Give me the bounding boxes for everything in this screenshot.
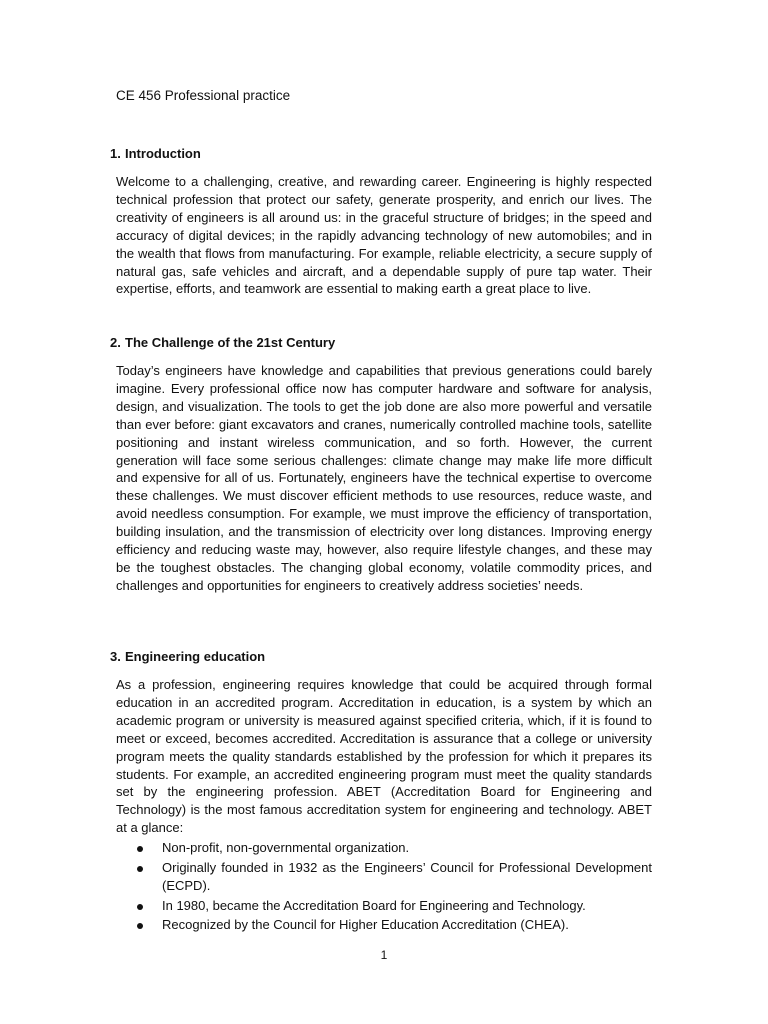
list-item-text: Recognized by the Council for Higher Education Accreditation (CHEA). — [162, 917, 569, 933]
section-paragraph: Welcome to a challenging, creative, and rewarding career. Engineering is highly respected technical profession that protect our safety, generate prosperity, and enrich our lives. The creativity of engineers is all around us: in the graceful structure of bridges; in the speed and accuracy of digital devices; in the rapidly advancing technology of new automobiles; and in the wealth that flows from manufacturing. For example, reliable electricity, a secure supply of natural gas, safe vehicles and aircraft, and a dependable supply of pure tap water. Their expertise, efforts, and teamwork are essential to making earth a great place to live. — [116, 174, 652, 297]
list-item-text: Non-profit, non-governmental organization. — [162, 840, 410, 856]
section-heading — [110, 145, 652, 163]
section-challenge — [110, 334, 652, 595]
section-paragraph: As a profession, engineering requires knowledge that could be acquired through formal education in an accredited program. Accreditation in education, is a system by which an academic program or university is measured against specified criteria, which, if it is found to meet or exceed, becomes accredited. Accreditation is assurance that a college or university program meets the quality standards established by the profession for which it prepares its students. For example, an accredited engineering program must meet the quality standards set by the engineering profession. ABET (Accreditation Board for Engineering and Technology) is the most famous accreditation system for engineering and technology. ABET at a glance: — [116, 677, 652, 836]
section-number: 1. — [110, 146, 121, 161]
list-item — [134, 859, 652, 896]
bullet-icon — [137, 866, 143, 872]
section-heading — [110, 648, 652, 666]
section-number: 3. — [110, 649, 121, 664]
section-number: 2. — [110, 335, 121, 350]
bullet-icon — [137, 904, 143, 910]
section-title: Introduction — [125, 146, 201, 161]
section-introduction — [110, 145, 652, 298]
page-number: 1 — [380, 948, 388, 962]
section-title: Engineering education — [125, 649, 266, 664]
list-item-text: In 1980, became the Accreditation Board for Engineering and Technology. — [162, 897, 586, 913]
course-title: CE 456 Professional practice — [116, 88, 291, 103]
list-item — [134, 916, 652, 935]
section-engineering-education — [110, 648, 652, 936]
abet-bullet-list — [134, 839, 652, 935]
list-item — [134, 839, 652, 858]
list-item-text: Originally founded in 1932 as the Engineers’ Council for Professional Development (ECPD). — [162, 859, 652, 894]
section-title: The Challenge of the 21st Century — [125, 335, 336, 350]
bullet-icon — [137, 846, 143, 852]
section-heading — [110, 334, 652, 352]
bullet-icon — [137, 923, 143, 929]
section-paragraph: Today’s engineers have knowledge and capabilities that previous generations could barely imagine. Every professional office now has computer hardware and software for analysis, design, and visualization. The tools to get the job done are also more powerful and versatile than ever before: giant excavators and cranes, numerically controlled machine tools, satellite positioning and instant wireless communication, and so forth. However, the current generation will face some serious challenges: climate change may make life more difficult and expensive for all of us. Fortunately, engineers have the technical expertise to overcome these challenges. We must discover efficient methods to use resources, reduce waste, and avoid needless consumption. For example, we must improve the efficiency of transportation, building insulation, and the transmission of electricity over long distances. Improving energy efficiency and reducing waste may, however, also require lifestyle changes, and these may be the toughest obstacles. The changing global economy, volatile commodity prices, and challenges and opportunities for engineers to creatively address societies’ needs. — [116, 363, 652, 593]
list-item — [134, 897, 652, 916]
